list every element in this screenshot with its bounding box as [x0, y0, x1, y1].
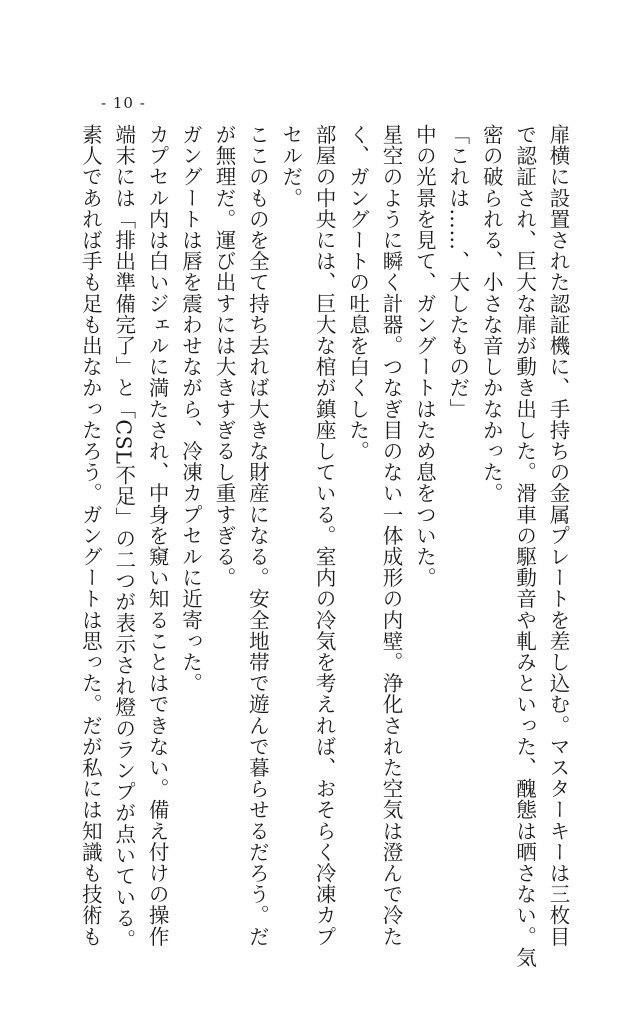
page-number: - 10 - — [101, 94, 146, 112]
text-line-15: 素人であれば手も足も出なかったろう。ガングートは思った。だが私には知識も技術も — [78, 124, 103, 947]
text-line-3: 密の破られる、小さな音しかなかった。 — [479, 124, 504, 504]
text-line-14: 端末には「排出準備完了」と「CSL不足」の二つが表示され燈のランプが点いている。 — [111, 124, 136, 950]
text-line-13: カプセル内は白いジェルに満たされ、中身を窺い知ることはできない。備え付けの操作 — [145, 124, 170, 947]
text-line-10: ここのものを全て持ち去れば大きな財産になる。安全地帯で遊んで暮らせるだろう。だ — [245, 124, 270, 947]
text-line-8: 部屋の中央には、巨大な棺が鎮座している。室内の冷気を考えれば、おそらく冷凍カプ — [312, 124, 337, 947]
text-line-2: で認証され、巨大な扉が動き出した。滑車の駆動音や軋みといった、醜態は晒さない。気 — [512, 124, 537, 968]
text-line-9: セルだ。 — [278, 124, 303, 209]
text-line-6: 星空のように瞬く計器。つなぎ目のない一体成形の内壁。浄化された空気は澄んで冷た — [378, 124, 403, 947]
text-line-5: 中の光景を見て、ガングートはため息をついた。 — [412, 124, 437, 589]
vertical-text-body — [73, 124, 574, 968]
text-line-4: 「これは……、大したものだ」 — [445, 124, 470, 420]
text-line-12: ガングートは唇を震わせながら、冷凍カプセルに近寄った。 — [178, 124, 203, 694]
text-line-1: 扉横に設置された認証機に、手持ちの金属プレートを差し込む。マスターキーは三枚目 — [546, 124, 570, 947]
text-line-11: が無理だ。運び出すには大きすぎるし重すぎる。 — [211, 124, 236, 589]
text-line-7: く、ガングートの吐息を白くした。 — [345, 124, 370, 462]
